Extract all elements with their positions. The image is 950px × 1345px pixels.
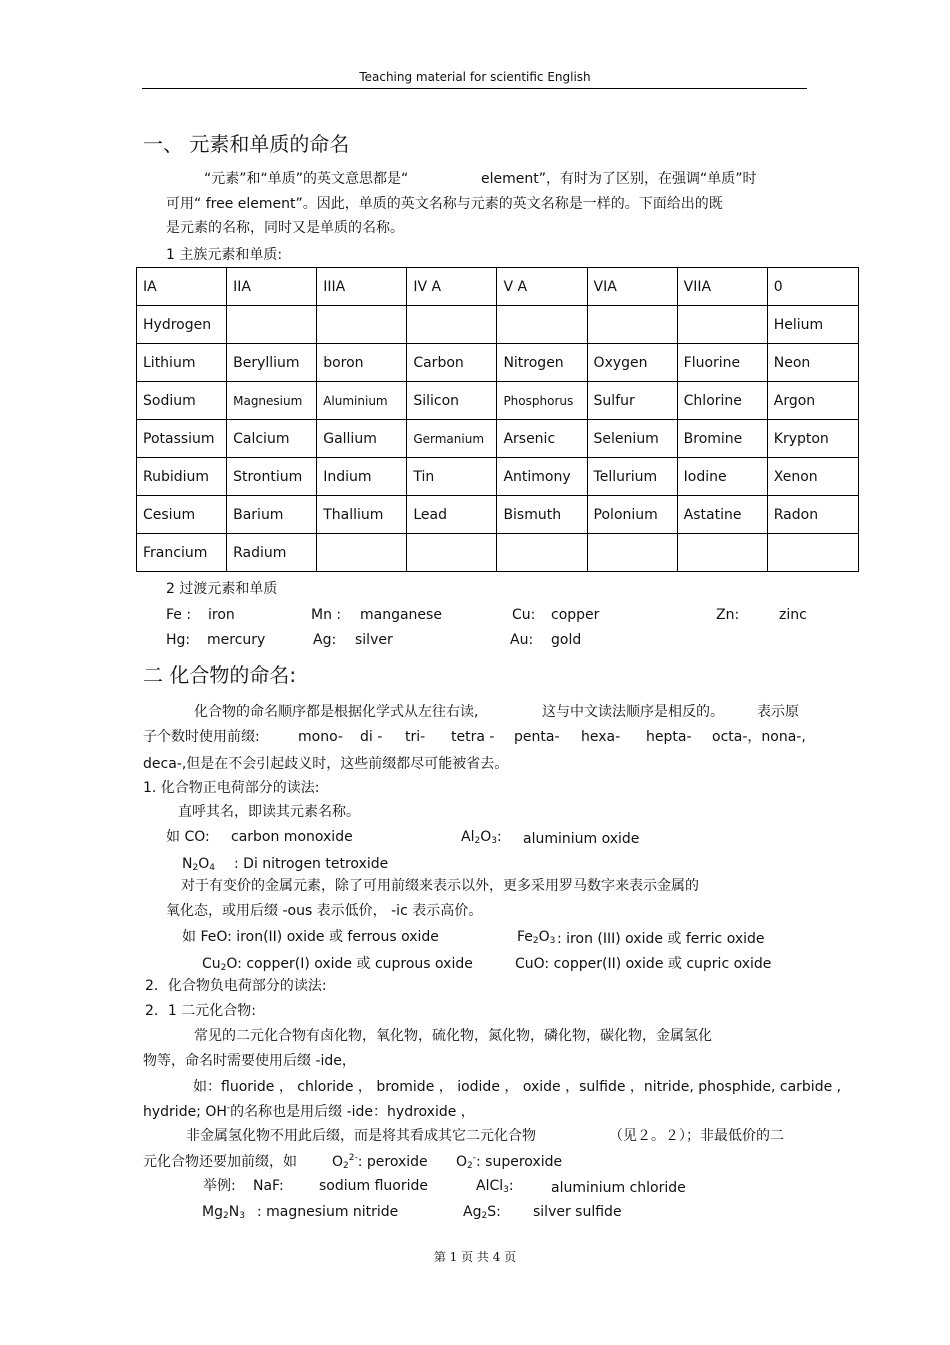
example-name: : magnesium nitride xyxy=(257,1204,399,1220)
table-cell: Thallium xyxy=(317,496,407,534)
table-cell: Argon xyxy=(767,382,858,420)
paragraph-line: deca-,但是在不会引起歧义时，这些前缀都尽可能被省去。 xyxy=(143,756,509,772)
transition-name: silver xyxy=(355,632,393,648)
table-cell: Radium xyxy=(227,534,317,572)
table-cell xyxy=(587,306,677,344)
table-cell xyxy=(227,306,317,344)
table-cell: Silicon xyxy=(407,382,497,420)
example-name: aluminium chloride xyxy=(551,1180,686,1196)
example-formula: Cu2O: copper(I) oxide 或 cuprous oxide xyxy=(202,956,473,973)
example-formula: Al2O3: xyxy=(461,829,502,846)
example-line: 如 FeO: iron(II) oxide 或 ferrous oxide xyxy=(182,929,439,945)
prefix: tri- xyxy=(405,729,426,745)
table-cell: Phosphorus xyxy=(497,382,587,420)
table-cell: Barium xyxy=(227,496,317,534)
paragraph-line: 化合物的命名顺序都是根据化学式从左往右读, xyxy=(194,704,479,720)
table-cell: Gallium xyxy=(317,420,407,458)
table-header-cell: IIIA xyxy=(317,268,407,306)
subsection-heading: 1 主族元素和单质: xyxy=(166,247,283,263)
transition-symbol: Zn: xyxy=(716,607,740,623)
page-number: 第 1 页 共 4 页 xyxy=(433,1250,517,1264)
paragraph-line: 常见的二元化合物有卤化物，氧化物，硫化物，氮化物，磷化物，碳化物，金属氢化 xyxy=(194,1028,712,1044)
example-formula: AlCl3: xyxy=(476,1178,514,1195)
table-cell: Beryllium xyxy=(227,344,317,382)
example-formula: O2-: superoxide xyxy=(456,1153,563,1171)
example-formula: N2O4 xyxy=(182,856,215,873)
header-divider xyxy=(142,88,807,89)
example-name: carbon monoxide xyxy=(231,829,353,845)
table-cell xyxy=(497,306,587,344)
table-cell: Rubidium xyxy=(137,458,227,496)
table-cell: Sodium xyxy=(137,382,227,420)
paragraph-line: 这与中文读法顺序是相反的。 xyxy=(542,704,724,720)
transition-name: manganese xyxy=(360,607,442,623)
transition-name: mercury xyxy=(207,632,266,648)
paragraph-line: “元素”和“单质”的英文意思都是“ xyxy=(204,171,409,187)
subsection-heading: 2．1 二元化合物: xyxy=(145,1003,256,1019)
table-header-cell: VIA xyxy=(587,268,677,306)
table-cell: Sulfur xyxy=(587,382,677,420)
example-formula: Fe2O3 xyxy=(517,929,556,946)
subsection-heading: 2．化合物负电荷部分的读法: xyxy=(145,978,327,994)
section2-title: 二 化合物的命名: xyxy=(143,663,297,687)
table-cell: Polonium xyxy=(587,496,677,534)
example-label: 如 CO: xyxy=(166,829,210,845)
table-row xyxy=(137,344,859,382)
table-cell: Indium xyxy=(317,458,407,496)
transition-symbol: Cu: xyxy=(512,607,536,623)
table-cell: Chlorine xyxy=(677,382,767,420)
transition-name: copper xyxy=(551,607,600,623)
table-header-cell: 0 xyxy=(767,268,858,306)
paragraph-line: 直呼其名，即读其元素名称。 xyxy=(178,804,360,820)
prefix: mono- xyxy=(298,729,343,745)
transition-name: gold xyxy=(551,632,582,648)
table-header-cell: IA xyxy=(137,268,227,306)
table-cell: Antimony xyxy=(497,458,587,496)
table-cell: Lithium xyxy=(137,344,227,382)
table-row xyxy=(137,420,859,458)
example-name: silver sulfide xyxy=(533,1204,622,1220)
table-header-cell: VIIA xyxy=(677,268,767,306)
table-cell: Bismuth xyxy=(497,496,587,534)
example-formula: Mg2N3 xyxy=(202,1204,245,1221)
table-cell: Aluminium xyxy=(317,382,407,420)
example-name: aluminium oxide xyxy=(523,831,640,847)
paragraph-line: 表示原 xyxy=(757,704,799,720)
section1-title: 一、 元素和单质的命名 xyxy=(143,132,350,156)
transition-name: zinc xyxy=(779,607,807,623)
table-cell xyxy=(497,534,587,572)
paragraph-line: 氧化态，或用后缀 -ous 表示低价， -ic 表示高价。 xyxy=(166,903,483,919)
table-cell: Astatine xyxy=(677,496,767,534)
transition-name: iron xyxy=(208,607,235,623)
prefix: tetra - xyxy=(451,729,495,745)
table-cell xyxy=(317,534,407,572)
table-row xyxy=(137,306,859,344)
table-row xyxy=(137,382,859,420)
prefix: hexa- xyxy=(581,729,621,745)
paragraph-line: hydride; OH-的名称也是用后缀 -ide：hydroxide ， xyxy=(143,1103,475,1120)
paragraph-line: 元化合物还要加前缀，如 xyxy=(143,1154,297,1170)
table-cell xyxy=(767,534,858,572)
table-cell: Xenon xyxy=(767,458,858,496)
table-cell: Selenium xyxy=(587,420,677,458)
example-name: sodium fluoride xyxy=(319,1178,428,1194)
table-cell: Bromine xyxy=(677,420,767,458)
paragraph-line: 物等，命名时需要使用后缀 -ide， xyxy=(143,1053,356,1069)
paragraph-line: 子个数时使用前缀: xyxy=(143,729,260,745)
example-formula: $O2^{2-}$: peroxide xyxy=(332,1153,428,1171)
paragraph-line: 对于有变价的金属元素，除了可用前缀来表示以外，更多采用罗马数字来表示金属的 xyxy=(181,878,699,894)
table-header-cell: V A xyxy=(497,268,587,306)
prefix: penta- xyxy=(514,729,560,745)
table-cell: Krypton xyxy=(767,420,858,458)
table-row xyxy=(137,496,859,534)
table-cell: Nitrogen xyxy=(497,344,587,382)
transition-symbol: Au: xyxy=(510,632,534,648)
transition-symbol: Hg: xyxy=(166,632,191,648)
table-cell: Cesium xyxy=(137,496,227,534)
table-header-cell: IV A xyxy=(407,268,497,306)
example-name: : Di nitrogen tetroxide xyxy=(234,856,389,872)
table-cell: Tin xyxy=(407,458,497,496)
paragraph-line: 非金属氢化物不用此后缀，而是将其看成其它二元化合物 xyxy=(186,1128,536,1144)
paragraph-line: （见２。２）；非最低价的二 xyxy=(609,1128,784,1144)
table-cell xyxy=(677,306,767,344)
table-cell: Neon xyxy=(767,344,858,382)
table-header-row xyxy=(137,268,859,306)
subsection-heading: 2 过渡元素和单质 xyxy=(166,581,278,597)
table-cell xyxy=(407,534,497,572)
table-cell: Hydrogen xyxy=(137,306,227,344)
table-cell: Lead xyxy=(407,496,497,534)
table-cell: Iodine xyxy=(677,458,767,496)
table-cell: Oxygen xyxy=(587,344,677,382)
table-cell xyxy=(407,306,497,344)
example-list: 如：fluoride ， chloride ， bromide ， iodide ， oxide ，sulfide ，nitride, phosphide, carbide , xyxy=(193,1079,842,1095)
table-cell: Germanium xyxy=(407,420,497,458)
table-cell xyxy=(677,534,767,572)
main-group-elements-table xyxy=(136,267,859,572)
example-name: : iron (III) oxide 或 ferric oxide xyxy=(557,931,765,947)
table-cell: Strontium xyxy=(227,458,317,496)
table-row xyxy=(137,458,859,496)
table-cell: Fluorine xyxy=(677,344,767,382)
table-cell: Helium xyxy=(767,306,858,344)
table-cell: Calcium xyxy=(227,420,317,458)
paragraph-line: element”，有时为了区别，在强调“单质”时 xyxy=(481,171,757,187)
table-cell: Tellurium xyxy=(587,458,677,496)
table-cell: Arsenic xyxy=(497,420,587,458)
prefix: di - xyxy=(360,729,383,745)
prefix: octa-，nona-, xyxy=(712,729,806,745)
table-cell: Radon xyxy=(767,496,858,534)
table-cell xyxy=(317,306,407,344)
example-label: 举例: xyxy=(203,1178,236,1194)
paragraph-line: 是元素的名称，同时又是单质的名称。 xyxy=(166,220,404,236)
table-cell xyxy=(587,534,677,572)
table-cell: boron xyxy=(317,344,407,382)
prefix: hepta- xyxy=(646,729,692,745)
transition-symbol: Mn : xyxy=(311,607,342,623)
table-row xyxy=(137,534,859,572)
table-cell: Francium xyxy=(137,534,227,572)
example-formula: NaF: xyxy=(253,1178,284,1194)
paragraph-line: 可用“ free element”。因此，单质的英文名称与元素的英文名称是一样的。下面给出的既 xyxy=(166,196,723,212)
header-title: Teaching material for scientific English xyxy=(359,70,591,84)
table-cell: Carbon xyxy=(407,344,497,382)
table-header-cell: IIA xyxy=(227,268,317,306)
table-cell: Magnesium xyxy=(227,382,317,420)
example-formula: Ag2S: xyxy=(463,1204,501,1221)
transition-symbol: Fe : xyxy=(166,607,192,623)
transition-symbol: Ag: xyxy=(313,632,337,648)
table-cell: Potassium xyxy=(137,420,227,458)
example-line: CuO: copper(II) oxide 或 cupric oxide xyxy=(515,956,772,972)
subsection-heading: 1. 化合物正电荷部分的读法: xyxy=(143,780,320,796)
